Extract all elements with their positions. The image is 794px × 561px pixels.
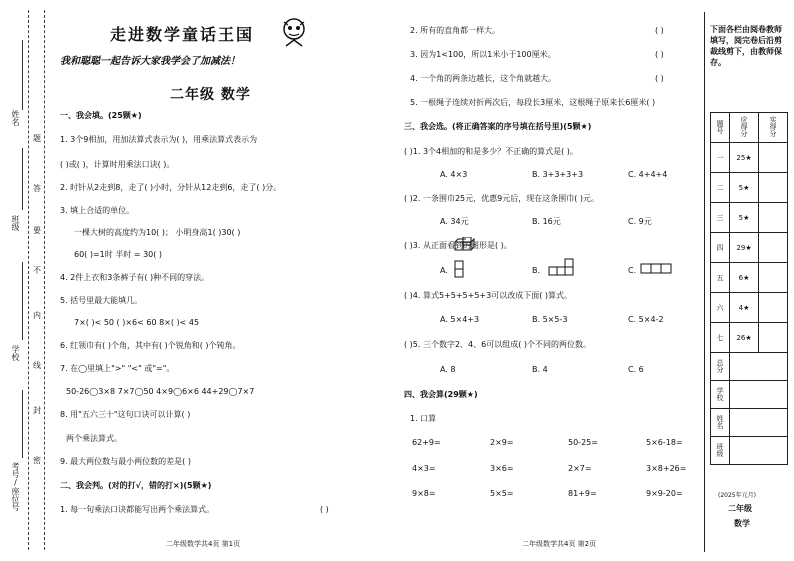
sidebar-divider [704, 12, 705, 552]
judge-question: 2. 所有的直角都一样大。 [410, 26, 501, 35]
seal-char: 题 [33, 134, 41, 143]
binding-exam-no-label: 考号/座位号 [11, 462, 20, 511]
sidebar-note: 下面各栏由阅卷教师填写，阅完卷后沿剪裁线剪下，由教师保存。 [710, 25, 782, 67]
judge-question: 1. 每一句乘法口诀都能写出两个乘法算式。 [60, 505, 215, 514]
judge-question: 5. 一根绳子连续对折两次后，每段长3厘米，这根绳子原来长6厘米( ) [410, 98, 656, 107]
score-row-label: 四 [711, 233, 730, 263]
choice-question: ( )5. 三个数字2、4、6可以组成( )个不同的两位数。 [404, 340, 592, 349]
choice-question: ( )2. 一条围巾25元，优惠9元后，现在这条围巾( )元。 [404, 194, 600, 203]
score-row-earned-cell[interactable] [759, 233, 788, 263]
calc-item: 62+9= [412, 438, 441, 447]
choice-question: ( )1. 3个4相加的和是多少？不正确的算式是( )。 [404, 147, 578, 156]
seal-char: 密 [33, 456, 41, 465]
seal-char: 线 [33, 361, 41, 370]
question-text: 3. 填上合适的单位。 [60, 206, 135, 215]
calc-item: 2×7= [568, 464, 592, 473]
question-text: 一棵大树的高度约为10( )； 小明身高1( )30( ) [74, 228, 241, 237]
sidebar-date: (2025年元月) [718, 492, 756, 499]
sidebar-name-label: 姓名 [711, 409, 730, 437]
question-text: 50-26◯3×8 7×7◯50 4×9◯6×6 44+29◯7×7 [66, 387, 255, 396]
score-row-earned-cell[interactable] [759, 143, 788, 173]
choice-option: A. 34元 [440, 217, 469, 226]
choice-option: A. 5×4+3 [440, 315, 480, 324]
score-row-points: 26★ [730, 323, 759, 353]
score-total-label: 总分 [711, 353, 730, 381]
score-row-earned-cell[interactable] [759, 293, 788, 323]
score-row-points: 5★ [730, 173, 759, 203]
slogan: 我和聪聪一起告诉大家我学会了加减法！ [60, 56, 240, 67]
cartoon-mascot-icon [278, 16, 310, 52]
calc-item: 50-25= [568, 438, 598, 447]
banner-title: 走进数学童话王国 [110, 25, 255, 44]
question-text: 60( )=1时 半时 = 30( ) [74, 250, 163, 259]
page-title: 二年级 数学 [170, 87, 251, 103]
binding-school-label: 学校 [11, 345, 20, 361]
choice-option: B. [532, 266, 541, 275]
sidebar-class-cell[interactable] [730, 437, 788, 465]
seal-char: 内 [33, 311, 41, 320]
calc-item: 81+9= [568, 489, 597, 498]
binding-seal-line [44, 10, 45, 550]
score-head-possible: 应得分 [730, 113, 759, 143]
score-row-label: 三 [711, 203, 730, 233]
question-text: 1. 3个9相加，用加法算式表示为( )，用乘法算式表示为 [60, 135, 258, 144]
choice-option: B. 3+3+3+3 [532, 170, 584, 179]
sidebar-class-label: 班级 [711, 437, 730, 465]
choice-option: C. 6 [628, 365, 644, 374]
choice-option: B. 4 [532, 365, 548, 374]
question-text: 2. 时针从2走到8，走了( )小时，分针从12走到6，走了( )分。 [60, 183, 282, 192]
question-text: 4. 2件上衣和3条裤子有( )种不同的穿法。 [60, 273, 210, 282]
choice-option: A. 4×3 [440, 170, 468, 179]
calc-item: 2×9= [490, 438, 514, 447]
score-row-label: 七 [711, 323, 730, 353]
choice-question: ( )4. 算式5+5+5+5+3可以改成下面( )算式。 [404, 291, 573, 300]
sidebar-name-cell[interactable] [730, 409, 788, 437]
question-text: 5. 括号里最大能填几。 [60, 296, 143, 305]
choice-question: ( )3. 从正面看到的图形是( )。 [404, 241, 512, 250]
score-table [710, 112, 788, 465]
score-row-earned-cell[interactable] [759, 323, 788, 353]
sidebar-school-label: 学校 [711, 381, 730, 409]
score-head-question: 题号 [711, 113, 730, 143]
section-2-heading: 二、我会判。(对的打√，错的打×)(5颗★) [60, 481, 212, 490]
question-text: ( )或( )，计算时用乘法口诀( )。 [60, 160, 175, 169]
answer-paren[interactable]: ( ) [655, 26, 664, 35]
question-text: 6. 红领巾有( )个角，其中有( )个锐角和( )个钝角。 [60, 341, 241, 350]
score-row-label: 二 [711, 173, 730, 203]
sidebar-school-cell[interactable] [730, 381, 788, 409]
binding-cut-line [28, 10, 29, 550]
choice-option: C. [628, 266, 637, 275]
school-write-line[interactable] [22, 262, 23, 340]
question-text: 两个乘法算式。 [66, 434, 122, 443]
seal-char: 要 [33, 226, 41, 235]
section-3-heading: 三、我会选。(将正确答案的序号填在括号里)(5颗★) [404, 122, 592, 131]
binding-name-label: 姓名 [11, 110, 20, 126]
choice-option: A. [440, 266, 448, 275]
score-total-cell[interactable] [730, 353, 788, 381]
calc-item: 9×9-20= [646, 489, 683, 498]
choice-option: C. 4+4+4 [628, 170, 668, 179]
score-row-earned-cell[interactable] [759, 263, 788, 293]
question-text: 9. 最大两位数与最小两位数的差是( ) [60, 457, 191, 466]
choice-option: C. 9元 [628, 217, 652, 226]
calc-item: 3×6= [490, 464, 514, 473]
calc-item: 5×6-18= [646, 438, 683, 447]
choice-option: A. 8 [440, 365, 456, 374]
judge-question: 3. 因为1<100，所以1米小于100厘米。 [410, 50, 556, 59]
name-write-line[interactable] [22, 40, 23, 110]
score-row-label: 六 [711, 293, 730, 323]
cube-stack-figure-icon [454, 237, 480, 253]
score-row-label: 一 [711, 143, 730, 173]
question-text: 8. 用"五六三十"这句口诀可以计算( ) [60, 410, 191, 419]
seal-char: 封 [33, 406, 41, 415]
score-row-points: 6★ [730, 263, 759, 293]
choice-option: B. 5×5-3 [532, 315, 568, 324]
option-b-figure-icon [546, 258, 576, 276]
choice-option: C. 5×4-2 [628, 315, 664, 324]
section-1-heading: 一、我会填。(25颗★) [60, 111, 142, 120]
calc-item: 9×8= [412, 489, 436, 498]
score-row-points: 25★ [730, 143, 759, 173]
class-write-line[interactable] [22, 148, 23, 210]
seal-char: 答 [33, 184, 41, 193]
sidebar-subject: 数学 [734, 519, 750, 528]
calc-item: 4×3= [412, 464, 436, 473]
score-row-points: 5★ [730, 203, 759, 233]
binding-class-label: 班级 [11, 215, 20, 231]
score-head-earned: 实得分 [759, 113, 788, 143]
sidebar-grade: 二年级 [728, 504, 752, 513]
choice-option: B. 16元 [532, 217, 561, 226]
answer-paren[interactable]: ( ) [655, 50, 664, 59]
subsection-mental-math: 1. 口算 [410, 414, 437, 423]
option-a-figure-icon [454, 260, 466, 278]
score-row-label: 五 [711, 263, 730, 293]
question-text: 7×( )< 50 ( )×6< 60 8×( )< 45 [74, 318, 200, 327]
page-footer-right: 二年级数学共4页 第2页 [522, 540, 597, 548]
answer-paren[interactable]: ( ) [655, 74, 664, 83]
calc-item: 3×8+26= [646, 464, 687, 473]
exam-no-write-line[interactable] [22, 390, 23, 458]
option-c-figure-icon [640, 263, 674, 275]
calc-item: 5×5= [490, 489, 514, 498]
question-text: 7. 在◯里填上">" "<" 或"="。 [60, 364, 175, 373]
section-4-heading: 四、我会算(29颗★) [404, 390, 478, 399]
score-row-points: 4★ [730, 293, 759, 323]
page-footer-left: 二年级数学共4页 第1页 [166, 540, 241, 548]
seal-char: 不 [33, 266, 41, 275]
score-row-points: 29★ [730, 233, 759, 263]
judge-question: 4. 一个角的两条边越长，这个角就越大。 [410, 74, 557, 83]
score-row-earned-cell[interactable] [759, 203, 788, 233]
answer-paren[interactable]: ( ) [320, 505, 329, 514]
score-row-earned-cell[interactable] [759, 173, 788, 203]
